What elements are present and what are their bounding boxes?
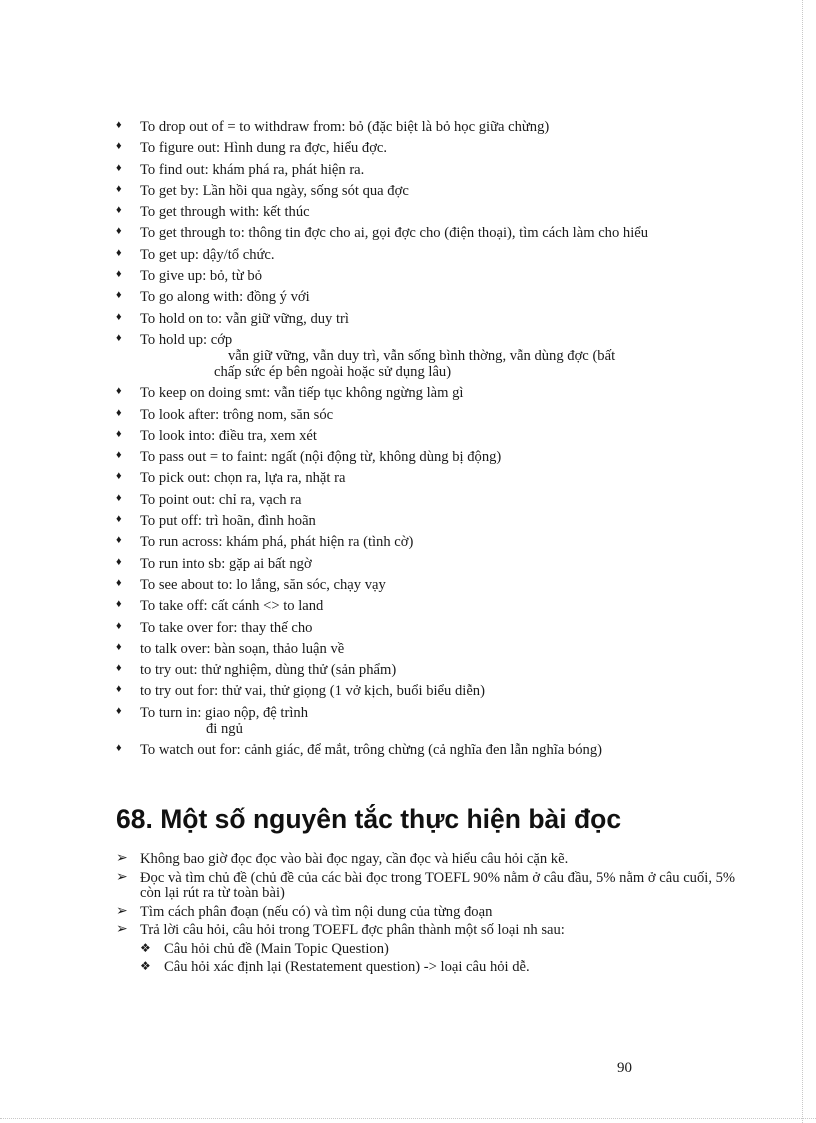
entry-text: To look after: trông nom, săn sóc — [140, 406, 334, 423]
list-item — [116, 470, 741, 486]
list-item — [116, 868, 741, 902]
list-item — [116, 492, 741, 508]
diamond-bullet-icon: ♦ — [116, 683, 122, 696]
list-item — [116, 641, 741, 657]
list-item — [116, 289, 741, 305]
entry-text: To get through with: kết thúc — [140, 204, 310, 221]
diamond-bullet-icon: ♦ — [116, 662, 122, 675]
entry-text: To go along with: đồng ý với — [140, 289, 310, 306]
diamond-bullet-icon: ♦ — [116, 449, 122, 462]
list-item — [116, 204, 741, 220]
entry-continuation: chấp sức ép bên ngoài hoặc sử dụng lâu) — [214, 363, 452, 380]
diamond-bullet-icon: ♦ — [116, 576, 122, 589]
list-item — [116, 902, 741, 921]
entry-text: To pass out = to faint: ngất (nội động từ, không dùng bị động) — [140, 449, 502, 466]
list-item — [116, 183, 741, 199]
entry-text: To turn in: giao nộp, đệ trình — [140, 704, 308, 721]
list-item — [116, 598, 741, 614]
entry-text: To get through to: thông tin đợc cho ai, gọi đợc cho (điện thoại), tìm cách làm cho hiểu — [140, 225, 649, 242]
entry-text: To pick out: chọn ra, lựa ra, nhặt ra — [140, 470, 346, 487]
tip-text: Câu hỏi chủ đề (Main Topic Question) — [164, 940, 389, 957]
diamond-bullet-icon: ♦ — [116, 182, 122, 195]
phrasal-verb-list — [116, 119, 741, 763]
diamond-bullet-icon: ♦ — [116, 598, 122, 611]
arrow-bullet-icon: ➢ — [116, 868, 128, 885]
list-item — [116, 852, 741, 868]
clover-bullet-icon: ❖ — [140, 959, 151, 973]
diamond-bullet-icon: ♦ — [116, 161, 122, 174]
section-title: 68. Một số nguyên tắc thực hiện bài đọc — [116, 804, 622, 834]
reading-tips-list — [116, 852, 741, 979]
diamond-bullet-icon: ♦ — [116, 385, 122, 398]
entry-text: To keep on doing smt: vẫn tiếp tục không ngừng làm gì — [140, 385, 464, 402]
list-item — [116, 119, 741, 135]
list-item — [116, 942, 741, 958]
list-item — [116, 662, 741, 678]
list-item — [116, 225, 741, 241]
list-item — [116, 449, 741, 465]
list-item — [116, 428, 741, 444]
entry-text: to talk over: bàn soạn, thảo luận về — [140, 640, 345, 657]
list-item — [116, 268, 741, 284]
entry-text: To see about to: lo lắng, săn sóc, chạy vạy — [140, 576, 386, 593]
entry-text: To figure out: Hình dung ra đợc, hiểu đợc. — [140, 140, 388, 157]
diamond-bullet-icon: ♦ — [116, 331, 122, 344]
tip-text: Tìm cách phân đoạn (nếu có) và tìm nội dung của từng đoạn — [140, 903, 493, 920]
list-item — [116, 620, 741, 636]
diamond-bullet-icon: ♦ — [116, 204, 122, 217]
entry-text: To drop out of = to withdraw from: bỏ (đặc biệt là bỏ học giữa chừng) — [140, 119, 550, 135]
diamond-bullet-icon: ♦ — [116, 310, 122, 323]
list-item — [116, 162, 741, 178]
tip-text: Câu hỏi xác định lại (Restatement question) -> loại câu hỏi dễ. — [164, 959, 530, 975]
list-item — [116, 556, 741, 572]
diamond-bullet-icon: ♦ — [116, 268, 122, 281]
page-edge-right — [802, 0, 803, 1123]
list-item — [116, 513, 741, 529]
diamond-bullet-icon: ♦ — [116, 704, 122, 717]
list-item — [116, 407, 741, 423]
entry-text: To take over for: thay thế cho — [140, 619, 313, 636]
entry-text: To watch out for: cảnh giác, để mắt, trông chừng (cả nghĩa đen lẫn nghĩa bóng) — [140, 742, 602, 759]
list-item — [116, 705, 741, 737]
page-edge-bottom — [0, 1118, 816, 1119]
tip-text: Đọc và tìm chủ đề (chủ đề của các bài đọc trong TOEFL 90% nằm ở câu đầu, 5% nằm ở câu cuối, 5% còn lại rút ra từ toàn bài) — [140, 869, 736, 901]
entry-text: To look into: điều tra, xem xét — [140, 427, 317, 444]
entry-text: To run across: khám phá, phát hiện ra (tình cờ) — [140, 534, 414, 551]
page-number: 90 — [617, 1060, 632, 1076]
entry-text: to try out: thử nghiệm, dùng thử (sản phẩm) — [140, 662, 397, 679]
list-item — [116, 960, 741, 976]
entry-text: To get up: dậy/tổ chức. — [140, 246, 275, 263]
entry-text: To find out: khám phá ra, phát hiện ra. — [140, 161, 365, 178]
entry-text: To hold up: cớp — [140, 331, 233, 348]
list-item — [116, 332, 741, 380]
list-item — [116, 140, 741, 156]
diamond-bullet-icon: ♦ — [116, 513, 122, 526]
entry-text: To get by: Lần hồi qua ngày, sống sót qua đợc — [140, 182, 409, 199]
tip-text: Không bao giờ đọc đọc vào bài đọc ngay, cần đọc và hiểu câu hỏi cặn kẽ. — [140, 851, 569, 867]
list-item — [116, 311, 741, 327]
list-item — [116, 534, 741, 550]
list-item — [116, 683, 741, 699]
entry-text: To put off: trì hoãn, đình hoãn — [140, 513, 316, 530]
diamond-bullet-icon: ♦ — [116, 491, 122, 504]
diamond-bullet-icon: ♦ — [116, 640, 122, 653]
list-item — [116, 923, 741, 939]
diamond-bullet-icon: ♦ — [116, 119, 122, 131]
diamond-bullet-icon: ♦ — [116, 470, 122, 483]
arrow-bullet-icon: ➢ — [116, 921, 128, 937]
entry-text: To hold on to: vẫn giữ vững, duy trì — [140, 310, 349, 327]
diamond-bullet-icon: ♦ — [116, 406, 122, 419]
entry-continuation: đi ngủ — [206, 720, 243, 737]
diamond-bullet-icon: ♦ — [116, 225, 122, 238]
diamond-bullet-icon: ♦ — [116, 140, 122, 153]
diamond-bullet-icon: ♦ — [116, 534, 122, 547]
diamond-bullet-icon: ♦ — [116, 246, 122, 259]
entry-text: to try out for: thử vai, thử giọng (1 vở kịch, buổi biểu diễn) — [140, 683, 485, 700]
diamond-bullet-icon: ♦ — [116, 619, 122, 632]
entry-text: To point out: chỉ ra, vạch ra — [140, 491, 302, 508]
tip-text: Trả lời câu hỏi, câu hỏi trong TOEFL đợc phân thành một số loại nh sau: — [140, 922, 565, 938]
clover-bullet-icon: ❖ — [140, 940, 151, 955]
entry-text: To take off: cất cánh <> to land — [140, 598, 324, 615]
diamond-bullet-icon: ♦ — [116, 742, 122, 755]
list-item — [116, 577, 741, 593]
list-item — [116, 742, 741, 758]
arrow-bullet-icon: ➢ — [116, 902, 128, 919]
arrow-bullet-icon: ➢ — [116, 850, 128, 866]
list-item — [116, 247, 741, 263]
diamond-bullet-icon: ♦ — [116, 289, 122, 302]
entry-continuation: vẫn giữ vững, vẫn duy trì, vẫn sống bình thờng, vẫn dùng đợc (bất — [228, 347, 616, 364]
entry-text: To give up: bỏ, từ bỏ — [140, 268, 263, 285]
list-item — [116, 385, 741, 401]
entry-text: To run into sb: gặp ai bất ngờ — [140, 555, 312, 572]
diamond-bullet-icon: ♦ — [116, 427, 122, 440]
diamond-bullet-icon: ♦ — [116, 555, 122, 568]
